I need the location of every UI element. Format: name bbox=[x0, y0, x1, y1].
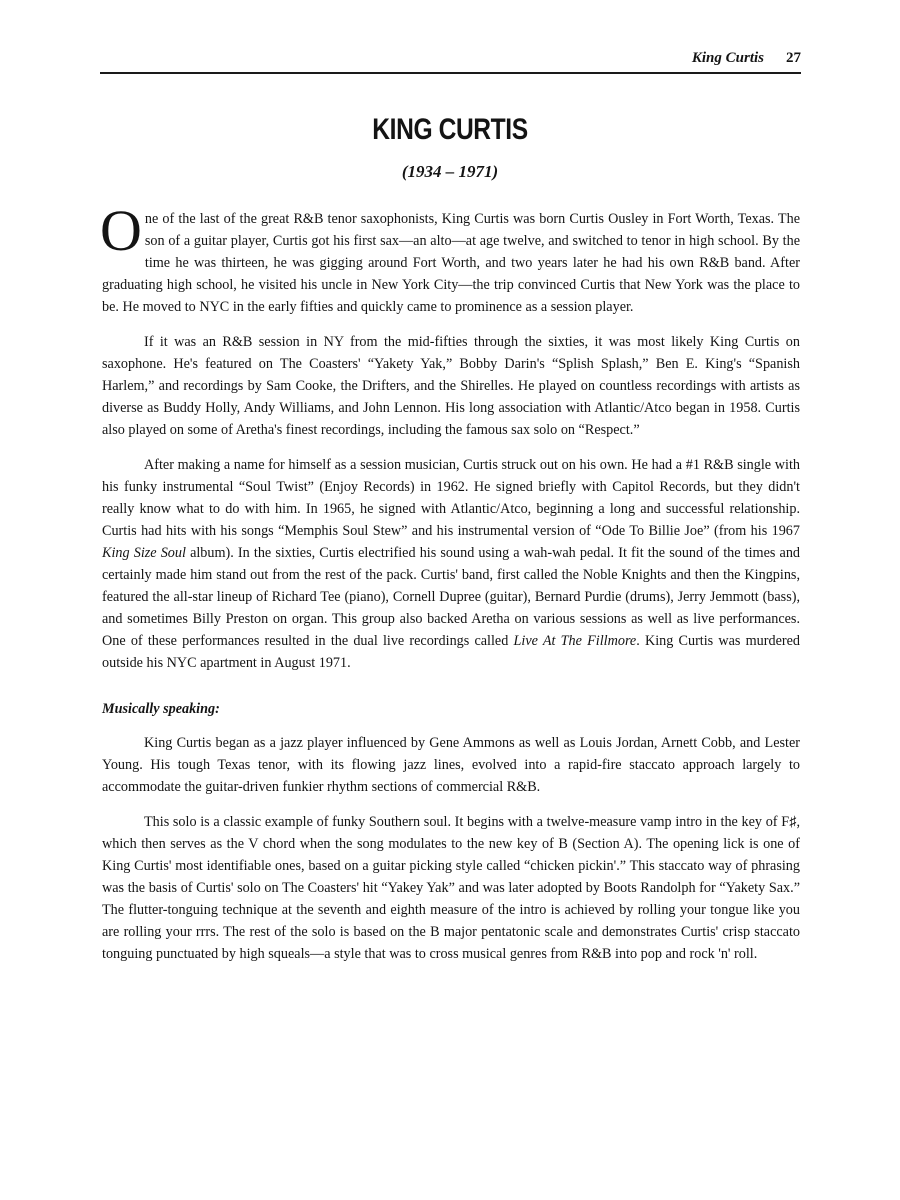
page-number: 27 bbox=[786, 50, 801, 66]
paragraph-text: After making a name for himself as a session musician, Curtis struck out on his own. He had a #1 R&B single with his funky instrumental “Soul Twist” (Enjoy Records) in 1962. He signed briefly with Capitol Records, but they didn't really know what to do with him. In 1965, he signed with Atlantic/Atco, beginning a long and successful relationship. Curtis had hits with his songs “Memphis Soul Stew” and his instrumental version of “Ode To Billie Joe” (from his 1967 bbox=[102, 457, 800, 539]
section-subheading: Musically speaking: bbox=[102, 701, 220, 717]
page-title: KING CURTIS bbox=[372, 113, 528, 146]
running-header bbox=[100, 48, 801, 74]
drop-cap: O bbox=[100, 198, 142, 263]
paragraph-biography-intro bbox=[100, 198, 800, 318]
paragraph-session-career: If it was an R&B session in NY from the mid-fifties through the sixties, it was most likely King Curtis on saxophone. He's featured on The Coasters' “Yakety Yak,” Bobby Darin's “Splish Splash,” Ben E. King's “Spanish Harlem,” and recordings by Sam Cooke, the Drifters, and the Shirelles. He played on countless recordings with artists as diverse as Buddy Holly, Andy Williams, and John Lennon. His long association with Atlantic/Atco began in 1958. Curtis also played on some of Aretha's finest recordings, including the famous sax solo on “Respect.” bbox=[102, 334, 800, 438]
album-title: King Size Soul bbox=[102, 545, 186, 561]
article-body bbox=[100, 198, 801, 978]
paragraph-style: King Curtis began as a jazz player influenced by Gene Ammons as well as Louis Jordan, Arnett Cobb, and Lester Young. His tough Texas tenor, with its flowing jazz lines, evolved into a rapid-fire staccato approach largely to accommodate the guitar-driven funkier rhythm sections of commercial R&B. bbox=[102, 735, 800, 795]
paragraph-solo-career bbox=[102, 454, 800, 674]
paragraph-solo-analysis: This solo is a classic example of funky Southern soul. It begins with a twelve-measure vamp intro in the key of F♯, which then serves as the V chord when the song modulates to the new key of B (Section A). The opening lick is one of King Curtis' most identifiable ones, based on a guitar picking style called “chicken pickin'.” This staccato way of phrasing was the basis of Curtis' solo on The Coasters' hit “Yakey Yak” and was later adopted by Boots Randolph for “Yakety Sax.” The flutter-tonguing technique at the seventh and eighth measure of the intro is achieved by rolling your tongue like you are rolling your rrrs. The rest of the solo is based on the B major pentatonic scale and demonstrates Curtis' crisp staccato tonguing punctuated by high squeals—a style that was to cross musical genres from R&B into pop and rock 'n' roll. bbox=[102, 814, 800, 962]
life-dates: (1934 – 1971) bbox=[401, 162, 499, 181]
running-header-section: King Curtis bbox=[691, 50, 764, 66]
paragraph-text: . King Curtis was murdered outside his NYC apartment in August 1971. bbox=[102, 633, 800, 671]
album-title: Live At The Fillmore bbox=[513, 633, 637, 649]
paragraph-text: album). In the sixties, Curtis electrified his sound using a wah-wah pedal. It fit the sound of the times and certainly made him stand out from the rest of the pack. Curtis' band, first called the Noble Knights and then the Kingpins, featured the all-star lineup of Richard Tee (piano), Cornell Dupree (guitar), Bernard Purdie (drums), Jerry Jemmott (bass), and sometimes Billy Preston on organ. This group also backed Aretha on various sessions as well as live performances. One of these performances resulted in the dual live recordings called bbox=[102, 545, 801, 649]
paragraph-text: ne of the last of the great R&B tenor saxophonists, King Curtis was born Curtis Ousley in Fort Worth, Texas. The son of a guitar player, Curtis got his first sax—an alto—at age twelve, and switched to tenor in high school. By the time he was thirteen, he was gigging around Fort Worth, and two years later he had his own R&B band. After graduating high school, he visited his uncle in New York City—the trip convinced Curtis that New York was the place to be. He moved to NYC in the early fifties and quickly came to prominence as a session player. bbox=[102, 211, 800, 315]
